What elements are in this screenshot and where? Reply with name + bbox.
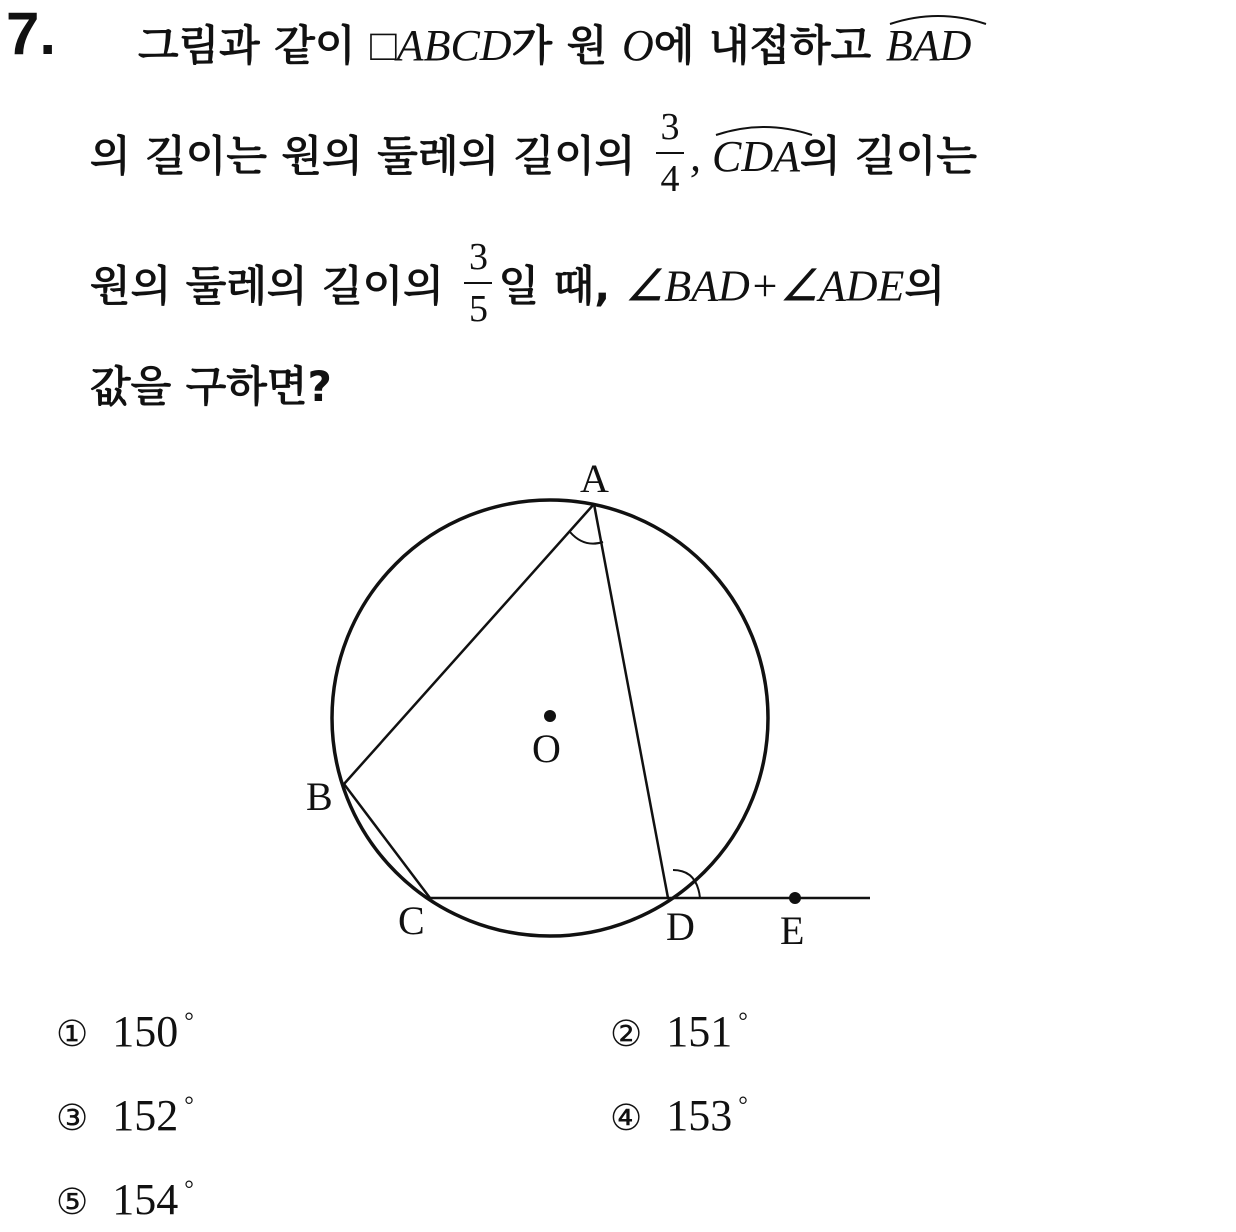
fraction-3-4: $\frac{3}{4}$: [656, 108, 684, 198]
choice-marker: ③: [56, 1098, 89, 1139]
choice-marker: ①: [56, 1014, 89, 1055]
choice-value: 150: [112, 1007, 179, 1056]
choice-marker: ④: [610, 1098, 643, 1139]
degree-symbol: °: [184, 1009, 194, 1035]
degree-symbol: °: [184, 1177, 194, 1203]
text: 에 내접하고: [653, 21, 886, 70]
angle-expression: ∠BAD+∠ADE: [624, 261, 905, 311]
choice-value: 152: [112, 1091, 179, 1140]
text: 의: [904, 261, 946, 311]
label-a: A: [580, 456, 609, 501]
choice-3[interactable]: [56, 1091, 194, 1140]
label-c: C: [398, 898, 425, 943]
square-symbol: □: [370, 21, 397, 70]
arc-cda: CDA: [712, 135, 800, 179]
fraction-3-5: $\frac{3}{5}$: [464, 238, 492, 328]
text: 일 때,: [498, 261, 625, 311]
center-point: [544, 710, 556, 722]
choice-marker: ②: [610, 1014, 643, 1055]
choice-1[interactable]: [56, 1007, 194, 1056]
degree-symbol: °: [738, 1093, 748, 1119]
degree-symbol: °: [738, 1009, 748, 1035]
text: 가 원: [511, 21, 622, 70]
choice-5[interactable]: [56, 1175, 194, 1224]
point-e: [789, 892, 801, 904]
quad-name: ABCD: [396, 21, 512, 70]
segment-bc: [344, 784, 430, 898]
comma: ,: [689, 131, 712, 181]
text: 의 길이는 원의 둘레의 길이의: [90, 131, 650, 181]
text: 원의 둘레의 길이의: [90, 261, 459, 311]
choice-value: 151: [666, 1007, 733, 1056]
text: 그림과 같이: [138, 21, 371, 70]
question-line-4: 값을 구하면?: [90, 362, 332, 411]
label-o: O: [532, 726, 561, 771]
label-d: D: [666, 904, 695, 949]
choice-marker: ⑤: [56, 1182, 89, 1223]
degree-symbol: °: [184, 1093, 194, 1119]
label-b: B: [306, 774, 333, 819]
label-e: E: [780, 908, 805, 953]
choice-2[interactable]: [610, 1007, 748, 1056]
choice-4[interactable]: [610, 1091, 748, 1140]
text: 의 길이는: [799, 131, 977, 181]
circle-name: O: [621, 21, 654, 70]
angle-a-arc: [570, 532, 603, 544]
choice-value: 154: [112, 1175, 179, 1224]
question-number: 7.: [6, 0, 57, 67]
choice-value: 153: [666, 1091, 733, 1140]
segment-ad: [594, 504, 668, 898]
arc-bad: BAD: [886, 24, 972, 68]
